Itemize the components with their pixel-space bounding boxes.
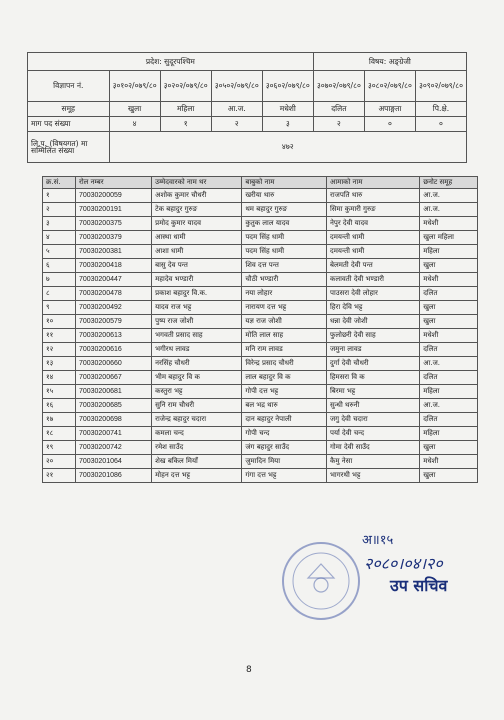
roll-number-cell: 70030200492	[75, 301, 151, 315]
serial-cell: २१	[43, 469, 76, 483]
seat-count: २	[313, 117, 364, 132]
group-label: समूह	[28, 102, 110, 117]
vacancy-summary-table	[27, 52, 467, 163]
father-name-cell: नारायण दत्त भट्ट	[242, 301, 327, 315]
table-row	[43, 273, 478, 287]
ad-number: ३०७०२/०७९/८०	[313, 71, 364, 102]
roll-number-cell: 70030200478	[75, 287, 151, 301]
selection-group-cell: मधेशी	[420, 329, 478, 343]
table-row	[43, 371, 478, 385]
serial-cell: १६	[43, 399, 76, 413]
seat-count: १	[160, 117, 211, 132]
table-row	[43, 385, 478, 399]
mother-name-cell: बेलमती देवी पन्त	[326, 259, 419, 273]
roll-number-cell: 70030200447	[75, 273, 151, 287]
selection-group-cell: मधेशी	[420, 273, 478, 287]
roll-number-cell: 70030201086	[75, 469, 151, 483]
father-name-cell: मोति लाल साह	[242, 329, 327, 343]
mother-name-cell: कैमु नेसा	[326, 455, 419, 469]
candidate-name-cell: कमला चन्द	[152, 427, 242, 441]
group-cell: आ.ज.	[211, 102, 262, 117]
table-row	[43, 343, 478, 357]
table-row	[43, 231, 478, 245]
roll-number-cell: 70030200742	[75, 441, 151, 455]
selection-group-cell: मधेशी	[420, 217, 478, 231]
selection-group-cell: दलित	[420, 343, 478, 357]
serial-cell: ७	[43, 273, 76, 287]
selection-group-cell: खुला	[420, 469, 478, 483]
ad-number: ३०६०२/०७९/८०	[262, 71, 313, 102]
signature-initial: अ॥१५	[362, 533, 394, 548]
roll-number-cell: 70030200741	[75, 427, 151, 441]
mother-name-cell: बिरमा भट्ट	[326, 385, 419, 399]
selection-group-cell: महिला	[420, 245, 478, 259]
mother-name-cell: पर्या देवी चन्द	[326, 427, 419, 441]
candidate-name-cell: प्रमोद कुमार यादव	[152, 217, 242, 231]
ad-number: ३०५०२/०७९/८०	[211, 71, 262, 102]
seats-label: माग पद संख्या	[28, 117, 110, 132]
subject-cell: विषय: अङ्ग्रेजी	[313, 53, 466, 71]
seat-count: ३	[262, 117, 313, 132]
father-name-cell: बल भद्र थारु	[242, 399, 327, 413]
table-row	[43, 203, 478, 217]
roll-number-cell: 70030200698	[75, 413, 151, 427]
serial-cell: ८	[43, 287, 76, 301]
selection-group-cell: दलित	[420, 287, 478, 301]
candidate-name-cell: मोहन दत्त भट्ट	[152, 469, 242, 483]
candidate-name-cell: बासु देव पन्त	[152, 259, 242, 273]
roll-number-cell: 70030200681	[75, 385, 151, 399]
column-header: रोल नम्बर	[75, 177, 151, 189]
selection-group-cell: दलित	[420, 413, 478, 427]
column-header: आमाको नाम	[326, 177, 419, 189]
serial-cell: १२	[43, 343, 76, 357]
mother-name-cell: गोमा देवी साउँद	[326, 441, 419, 455]
candidate-name-cell: अशोक कुमार चौधरी	[152, 189, 242, 203]
father-name-cell: जंग बहादुर साउँद	[242, 441, 327, 455]
roll-number-cell: 70030200059	[75, 189, 151, 203]
page-number: 8	[246, 665, 252, 675]
candidate-name-cell: महादेव भण्डारी	[152, 273, 242, 287]
mother-name-cell: दमयन्ती धामी	[326, 231, 419, 245]
group-cell: दलित	[313, 102, 364, 117]
table-row	[43, 413, 478, 427]
roll-number-cell: 70030200613	[75, 329, 151, 343]
father-name-cell: मनि राम लावड	[242, 343, 327, 357]
candidate-name-cell: रमेश साउँद	[152, 441, 242, 455]
table-row	[43, 427, 478, 441]
seat-count: ०	[364, 117, 415, 132]
table-row	[43, 189, 478, 203]
candidate-name-cell: कस्तुरा भट्ट	[152, 385, 242, 399]
mother-name-cell: हिरा देवि भट्ट	[326, 301, 419, 315]
father-name-cell: पदम सिंह धामी	[242, 245, 327, 259]
selection-group-cell: आ.ज.	[420, 189, 478, 203]
selection-group-cell: आ.ज.	[420, 203, 478, 217]
serial-cell: ९	[43, 301, 76, 315]
table-row	[43, 287, 478, 301]
candidate-name-cell: भीम बहादुर वि क	[152, 371, 242, 385]
candidate-name-cell: नरसिंह चौधरी	[152, 357, 242, 371]
candidate-name-cell: भगीरथ लावड	[152, 343, 242, 357]
total-value: ४७२	[109, 132, 466, 163]
serial-cell: १७	[43, 413, 76, 427]
mother-name-cell: पाउसरा देवी लोहार	[326, 287, 419, 301]
father-name-cell: थम बहादुर गुरुङ	[242, 203, 327, 217]
serial-cell: २०	[43, 455, 76, 469]
candidate-name-cell: राजेन्द्र बहादुर चदारा	[152, 413, 242, 427]
mother-name-cell: राजपति थारु	[326, 189, 419, 203]
seat-count: ०	[415, 117, 466, 132]
serial-cell: ४	[43, 231, 76, 245]
father-name-cell: गंगा दत्त भट्ट	[242, 469, 327, 483]
candidate-name-cell: पुष्प राज जोशी	[152, 315, 242, 329]
father-name-cell: नया लोहार	[242, 287, 327, 301]
selection-group-cell: मधेशी	[420, 455, 478, 469]
roll-number-cell: 70030200685	[75, 399, 151, 413]
candidate-name-cell: टेक बहादुर गुरुङ	[152, 203, 242, 217]
serial-cell: २	[43, 203, 76, 217]
mother-name-cell: भागरथी भट्ट	[326, 469, 419, 483]
selection-group-cell: खुला	[420, 315, 478, 329]
mother-name-cell: हिमसरा वि क	[326, 371, 419, 385]
table-row	[43, 441, 478, 455]
table-row	[43, 399, 478, 413]
father-name-cell: गोपी चन्द	[242, 427, 327, 441]
serial-cell: १५	[43, 385, 76, 399]
selection-group-cell: खुला	[420, 441, 478, 455]
total-label: लि.प. (विषयगत) मा सम्मिलित संख्या	[28, 132, 110, 163]
mother-name-cell: धन्ना देवी जोशी	[326, 315, 419, 329]
selection-group-cell: आ.ज.	[420, 399, 478, 413]
candidate-list-table	[42, 176, 478, 483]
candidate-name-cell: भगवती प्रसाद साह	[152, 329, 242, 343]
mother-name-cell: दमयन्ती धामी	[326, 245, 419, 259]
father-name-cell: चौठी भण्डारी	[242, 273, 327, 287]
ad-number: ३०८०२/०७९/८०	[364, 71, 415, 102]
serial-cell: १३	[43, 357, 76, 371]
mother-name-cell: जमुना लावड	[326, 343, 419, 357]
roll-number-cell: 70030200667	[75, 371, 151, 385]
candidate-name-cell: शेख बकिल मियाँ	[152, 455, 242, 469]
group-cell: महिला	[160, 102, 211, 117]
candidate-name-cell: आस्था धामी	[152, 231, 242, 245]
table-row	[43, 259, 478, 273]
father-name-cell: लाल बहादुर वि क	[242, 371, 327, 385]
father-name-cell: पदम सिंह धामी	[242, 231, 327, 245]
mother-name-cell: सिमा कुमारी गुरुङ	[326, 203, 419, 217]
roll-number-cell: 70030200579	[75, 315, 151, 329]
official-seal	[278, 538, 364, 624]
column-header: क्र.सं.	[43, 177, 76, 189]
list-header-row	[43, 177, 478, 189]
table-row	[43, 329, 478, 343]
selection-group-cell: महिला	[420, 385, 478, 399]
roll-number-cell: 70030200191	[75, 203, 151, 217]
mother-name-cell: कलावती देवी भण्डारी	[326, 273, 419, 287]
table-row	[43, 357, 478, 371]
selection-group-cell: दलित	[420, 371, 478, 385]
roll-number-cell: 70030200616	[75, 343, 151, 357]
selection-group-cell: आ.ज.	[420, 357, 478, 371]
signature-title: उप सचिव	[390, 576, 448, 595]
group-cell: खुला	[109, 102, 160, 117]
serial-cell: १९	[43, 441, 76, 455]
father-name-cell: जुमादिन मिया	[242, 455, 327, 469]
father-name-cell: दान बहादुर नेपाली	[242, 413, 327, 427]
serial-cell: ११	[43, 329, 76, 343]
serial-cell: १८	[43, 427, 76, 441]
column-header: बाबुको नाम	[242, 177, 327, 189]
table-row	[43, 245, 478, 259]
ad-number: ३०२०२/०७९/८०	[160, 71, 211, 102]
candidate-name-cell: प्रकाश बहादुर वि.क.	[152, 287, 242, 301]
selection-group-cell: खुला	[420, 259, 478, 273]
mother-name-cell: नेपुर देवी यादव	[326, 217, 419, 231]
group-cell: अपाङ्गता	[364, 102, 415, 117]
roll-number-cell: 70030201064	[75, 455, 151, 469]
candidate-name-cell: आशा धामी	[152, 245, 242, 259]
father-name-cell: खरीया थारु	[242, 189, 327, 203]
roll-number-cell: 70030200375	[75, 217, 151, 231]
mother-name-cell: जगु देवी चदारा	[326, 413, 419, 427]
ad-number: ३०१०२/०७९/८०	[109, 71, 160, 102]
roll-number-cell: 70030200418	[75, 259, 151, 273]
table-row	[43, 455, 478, 469]
selection-group-cell: खुला	[420, 301, 478, 315]
roll-number-cell: 70030200379	[75, 231, 151, 245]
serial-cell: ५	[43, 245, 76, 259]
serial-cell: १४	[43, 371, 76, 385]
serial-cell: १०	[43, 315, 76, 329]
ad-no-label: विज्ञापन नं.	[28, 71, 110, 102]
column-header: छनोट समूह	[420, 177, 478, 189]
seat-count: २	[211, 117, 262, 132]
selection-group-cell: खुला महिला	[420, 231, 478, 245]
province-cell: प्रदेश: सुदूरपश्चिम	[28, 53, 314, 71]
table-row	[43, 217, 478, 231]
father-name-cell: विरेन्द्र प्रसाद चौधरी	[242, 357, 327, 371]
group-cell: पि.क्षे.	[415, 102, 466, 117]
seat-count: ४	[109, 117, 160, 132]
mother-name-cell: दुर्गा देवी चौधरी	[326, 357, 419, 371]
roll-number-cell: 70030200660	[75, 357, 151, 371]
father-name-cell: कुतुक लाल यादव	[242, 217, 327, 231]
father-name-cell: गोपी दत्त भट्ट	[242, 385, 327, 399]
candidate-name-cell: सुनि राम चौधरी	[152, 399, 242, 413]
father-name-cell: शिव दत्त पन्त	[242, 259, 327, 273]
table-row	[43, 315, 478, 329]
candidate-name-cell: यादव राज भट्ट	[152, 301, 242, 315]
signature-date: २०८०।०४।२०	[364, 554, 443, 573]
column-header: उम्मेदवारको नाम थर	[152, 177, 242, 189]
serial-cell: ३	[43, 217, 76, 231]
group-cell: मधेशी	[262, 102, 313, 117]
table-row	[43, 301, 478, 315]
table-row	[43, 469, 478, 483]
selection-group-cell: महिला	[420, 427, 478, 441]
mother-name-cell: सुन्धी थरुनी	[326, 399, 419, 413]
serial-cell: १	[43, 189, 76, 203]
father-name-cell: यज्ञ राज जोशी	[242, 315, 327, 329]
ad-number: ३०९०२/०७९/८०	[415, 71, 466, 102]
serial-cell: ६	[43, 259, 76, 273]
roll-number-cell: 70030200381	[75, 245, 151, 259]
mother-name-cell: फुलोछरी देवी साह	[326, 329, 419, 343]
